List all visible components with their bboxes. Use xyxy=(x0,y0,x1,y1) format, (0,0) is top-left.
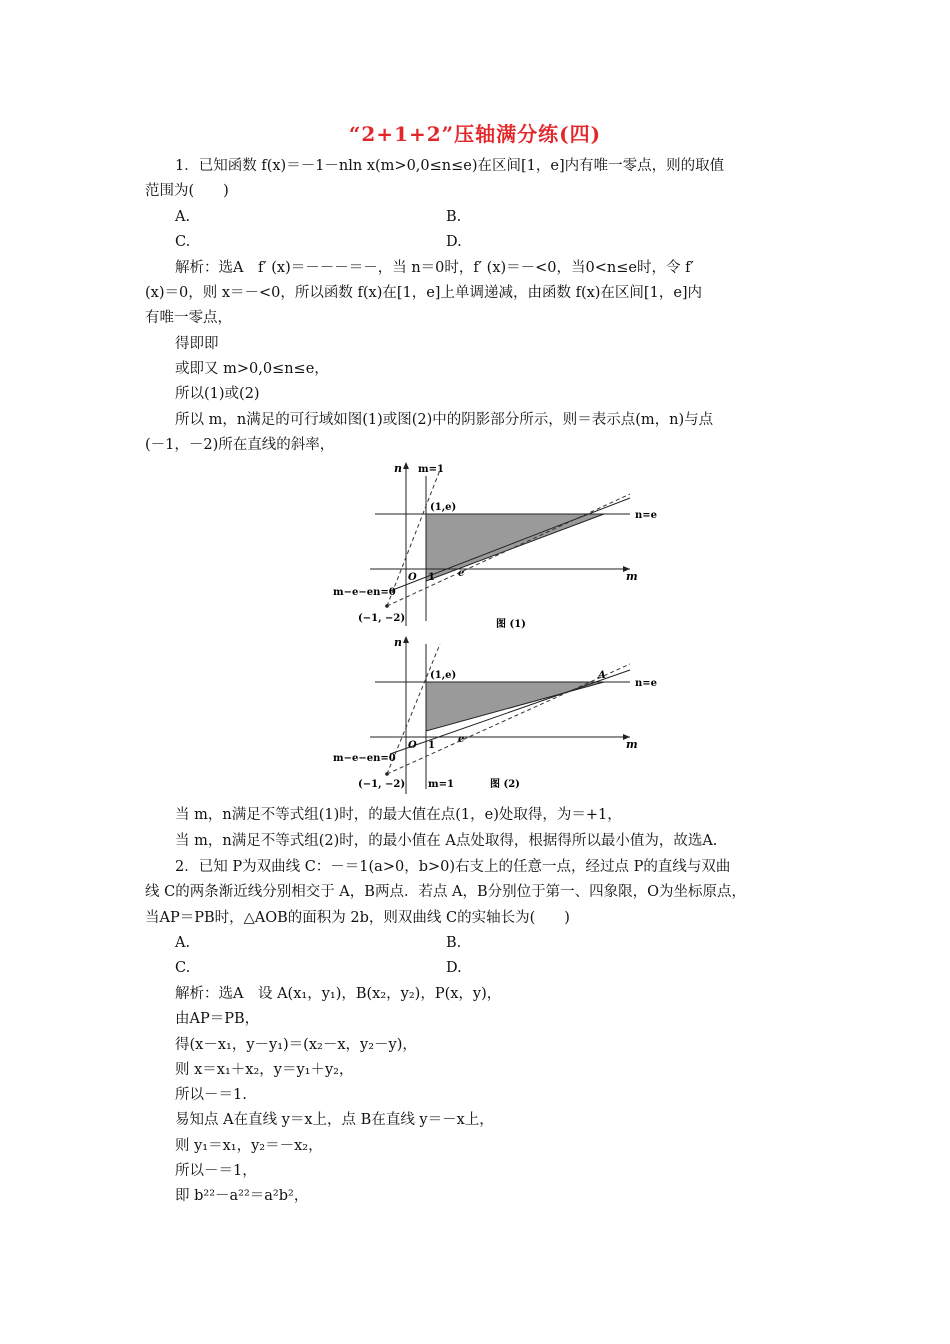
label-point-minus1-minus2: (−1, −2) xyxy=(358,613,406,624)
q2-solution-line8: 所以－＝1， xyxy=(175,1163,257,1179)
dashed-line-to-a xyxy=(387,664,630,774)
dashed-line-to-a xyxy=(387,494,630,606)
q1-solution-line2: (x)＝0，则 x＝－<0，所以函数 f(x)在[1，e]上单调递减，由函数 f(x)在区间[1，e]内 xyxy=(145,285,703,301)
q2-stem-line3: 当AP＝PB时，△AOB的面积为 2b，则双曲线 C的实轴长为( ) xyxy=(145,910,570,926)
q2-solution-line6: 易知点 A在直线 y＝x上，点 B在直线 y＝－x上， xyxy=(175,1112,494,1128)
label-point-1e: (1,e) xyxy=(430,670,457,681)
q1-option-a: A. xyxy=(175,209,191,225)
q2-option-a: A. xyxy=(175,935,191,951)
q2-solution-line4: 则 x＝x₁＋x₂，y＝y₁＋y₂， xyxy=(175,1062,354,1078)
q1-solution-line10: 当 m，n满足不等式组(2)时，的最小值在 A点处取得，根据得所以最小值为，故选A. xyxy=(175,833,718,849)
label-m1: m=1 xyxy=(418,464,444,475)
q2-solution-line9: 即 b²²－a²²＝a²b²， xyxy=(175,1188,309,1204)
q1-solution-line7: 所以 m，n满足的可行域如图(1)或图(2)中的阴影部分所示，则＝表示点(m，n)与点 xyxy=(175,412,714,428)
label-line-eq: m−e−en=0 xyxy=(333,753,396,764)
label-1: 1 xyxy=(428,572,435,583)
q1-solution-line4: 得即即 xyxy=(175,336,219,352)
n-axis-arrow xyxy=(403,462,409,469)
q2-solution-line7: 则 y₁＝x₁，y₂＝－x₂， xyxy=(175,1138,323,1154)
figure-1-caption: 图 (1) xyxy=(496,619,526,630)
q2-option-d: D. xyxy=(446,960,462,976)
point-minus1-minus2 xyxy=(385,772,389,776)
q2-option-c: C. xyxy=(175,960,191,976)
label-axis-n: n xyxy=(394,636,402,649)
q2-option-b: B. xyxy=(446,935,462,951)
figure-2 xyxy=(330,624,670,804)
q1-solution-line8: (－1，－2)所在直线的斜率， xyxy=(145,437,335,453)
label-e: e xyxy=(458,568,465,579)
label-point-1e: (1,e) xyxy=(430,502,457,513)
label-m1: m=1 xyxy=(428,779,454,790)
label-axis-m: m xyxy=(626,570,638,583)
label-origin: O xyxy=(408,572,417,583)
label-line-eq: m−e−en=0 xyxy=(333,587,396,598)
label-point-a: A xyxy=(598,670,606,681)
q1-solution-line1: 解析：选A f′ (x)＝－－－＝－，当 n＝0时，f′ (x)＝－<0，当0<n≤e时，令 f′ xyxy=(175,260,694,276)
page-title: “2+1+2”压轴满分练(四) xyxy=(348,122,602,146)
q2-solution-line5: 所以－＝1. xyxy=(175,1087,247,1103)
feasible-region-2 xyxy=(426,682,604,731)
n-axis-arrow xyxy=(403,636,409,643)
label-n-e: n=e xyxy=(635,510,658,521)
point-minus1-minus2 xyxy=(385,604,389,608)
figure-1 xyxy=(330,456,670,636)
label-point-minus1-minus2: (−1, −2) xyxy=(358,779,406,790)
q1-option-c: C. xyxy=(175,234,191,250)
q1-option-d: D. xyxy=(446,234,462,250)
label-axis-m: m xyxy=(626,738,638,751)
q1-solution-line9: 当 m，n满足不等式组(1)时，的最大值在点(1，e)处取得，为＝+1， xyxy=(175,807,622,823)
label-axis-n: n xyxy=(394,462,402,475)
q2-stem-line1: 2．已知 P为双曲线 C：－＝1(a>0，b>0)右支上的任意一点，经过点 P的直线与双曲 xyxy=(175,859,731,875)
q1-stem-line1: 1．已知函数 f(x)＝－1－nln x(m>0,0≤n≤e)在区间[1，e]内有唯一零点，则的取值 xyxy=(175,158,725,174)
label-1: 1 xyxy=(428,740,435,751)
figure-2-caption: 图 (2) xyxy=(490,779,520,790)
q1-solution-line3: 有唯一零点， xyxy=(145,310,232,326)
q1-stem-line2: 范围为( ) xyxy=(145,183,229,199)
q2-stem-line2: 线 C的两条渐近线分别相交于 A，B两点．若点 A，B分别位于第一、四象限，O为坐标原点， xyxy=(145,884,747,900)
label-e: e xyxy=(458,734,465,745)
q2-solution-line3: 得(x－x₁，y－y₁)＝(x₂－x，y₂－y)， xyxy=(175,1037,417,1053)
q1-option-b: B. xyxy=(446,209,462,225)
label-origin: O xyxy=(408,740,417,751)
q2-solution-line1: 解析：选A 设 A(x₁，y₁)，B(x₂，y₂)，P(x，y)， xyxy=(175,986,502,1002)
q2-solution-line2: 由AP＝PB， xyxy=(175,1011,260,1027)
label-n-e: n=e xyxy=(635,678,658,689)
q1-solution-line5: 或即又 m>0,0≤n≤e， xyxy=(175,361,329,377)
q1-solution-line6: 所以(1)或(2) xyxy=(175,386,260,402)
